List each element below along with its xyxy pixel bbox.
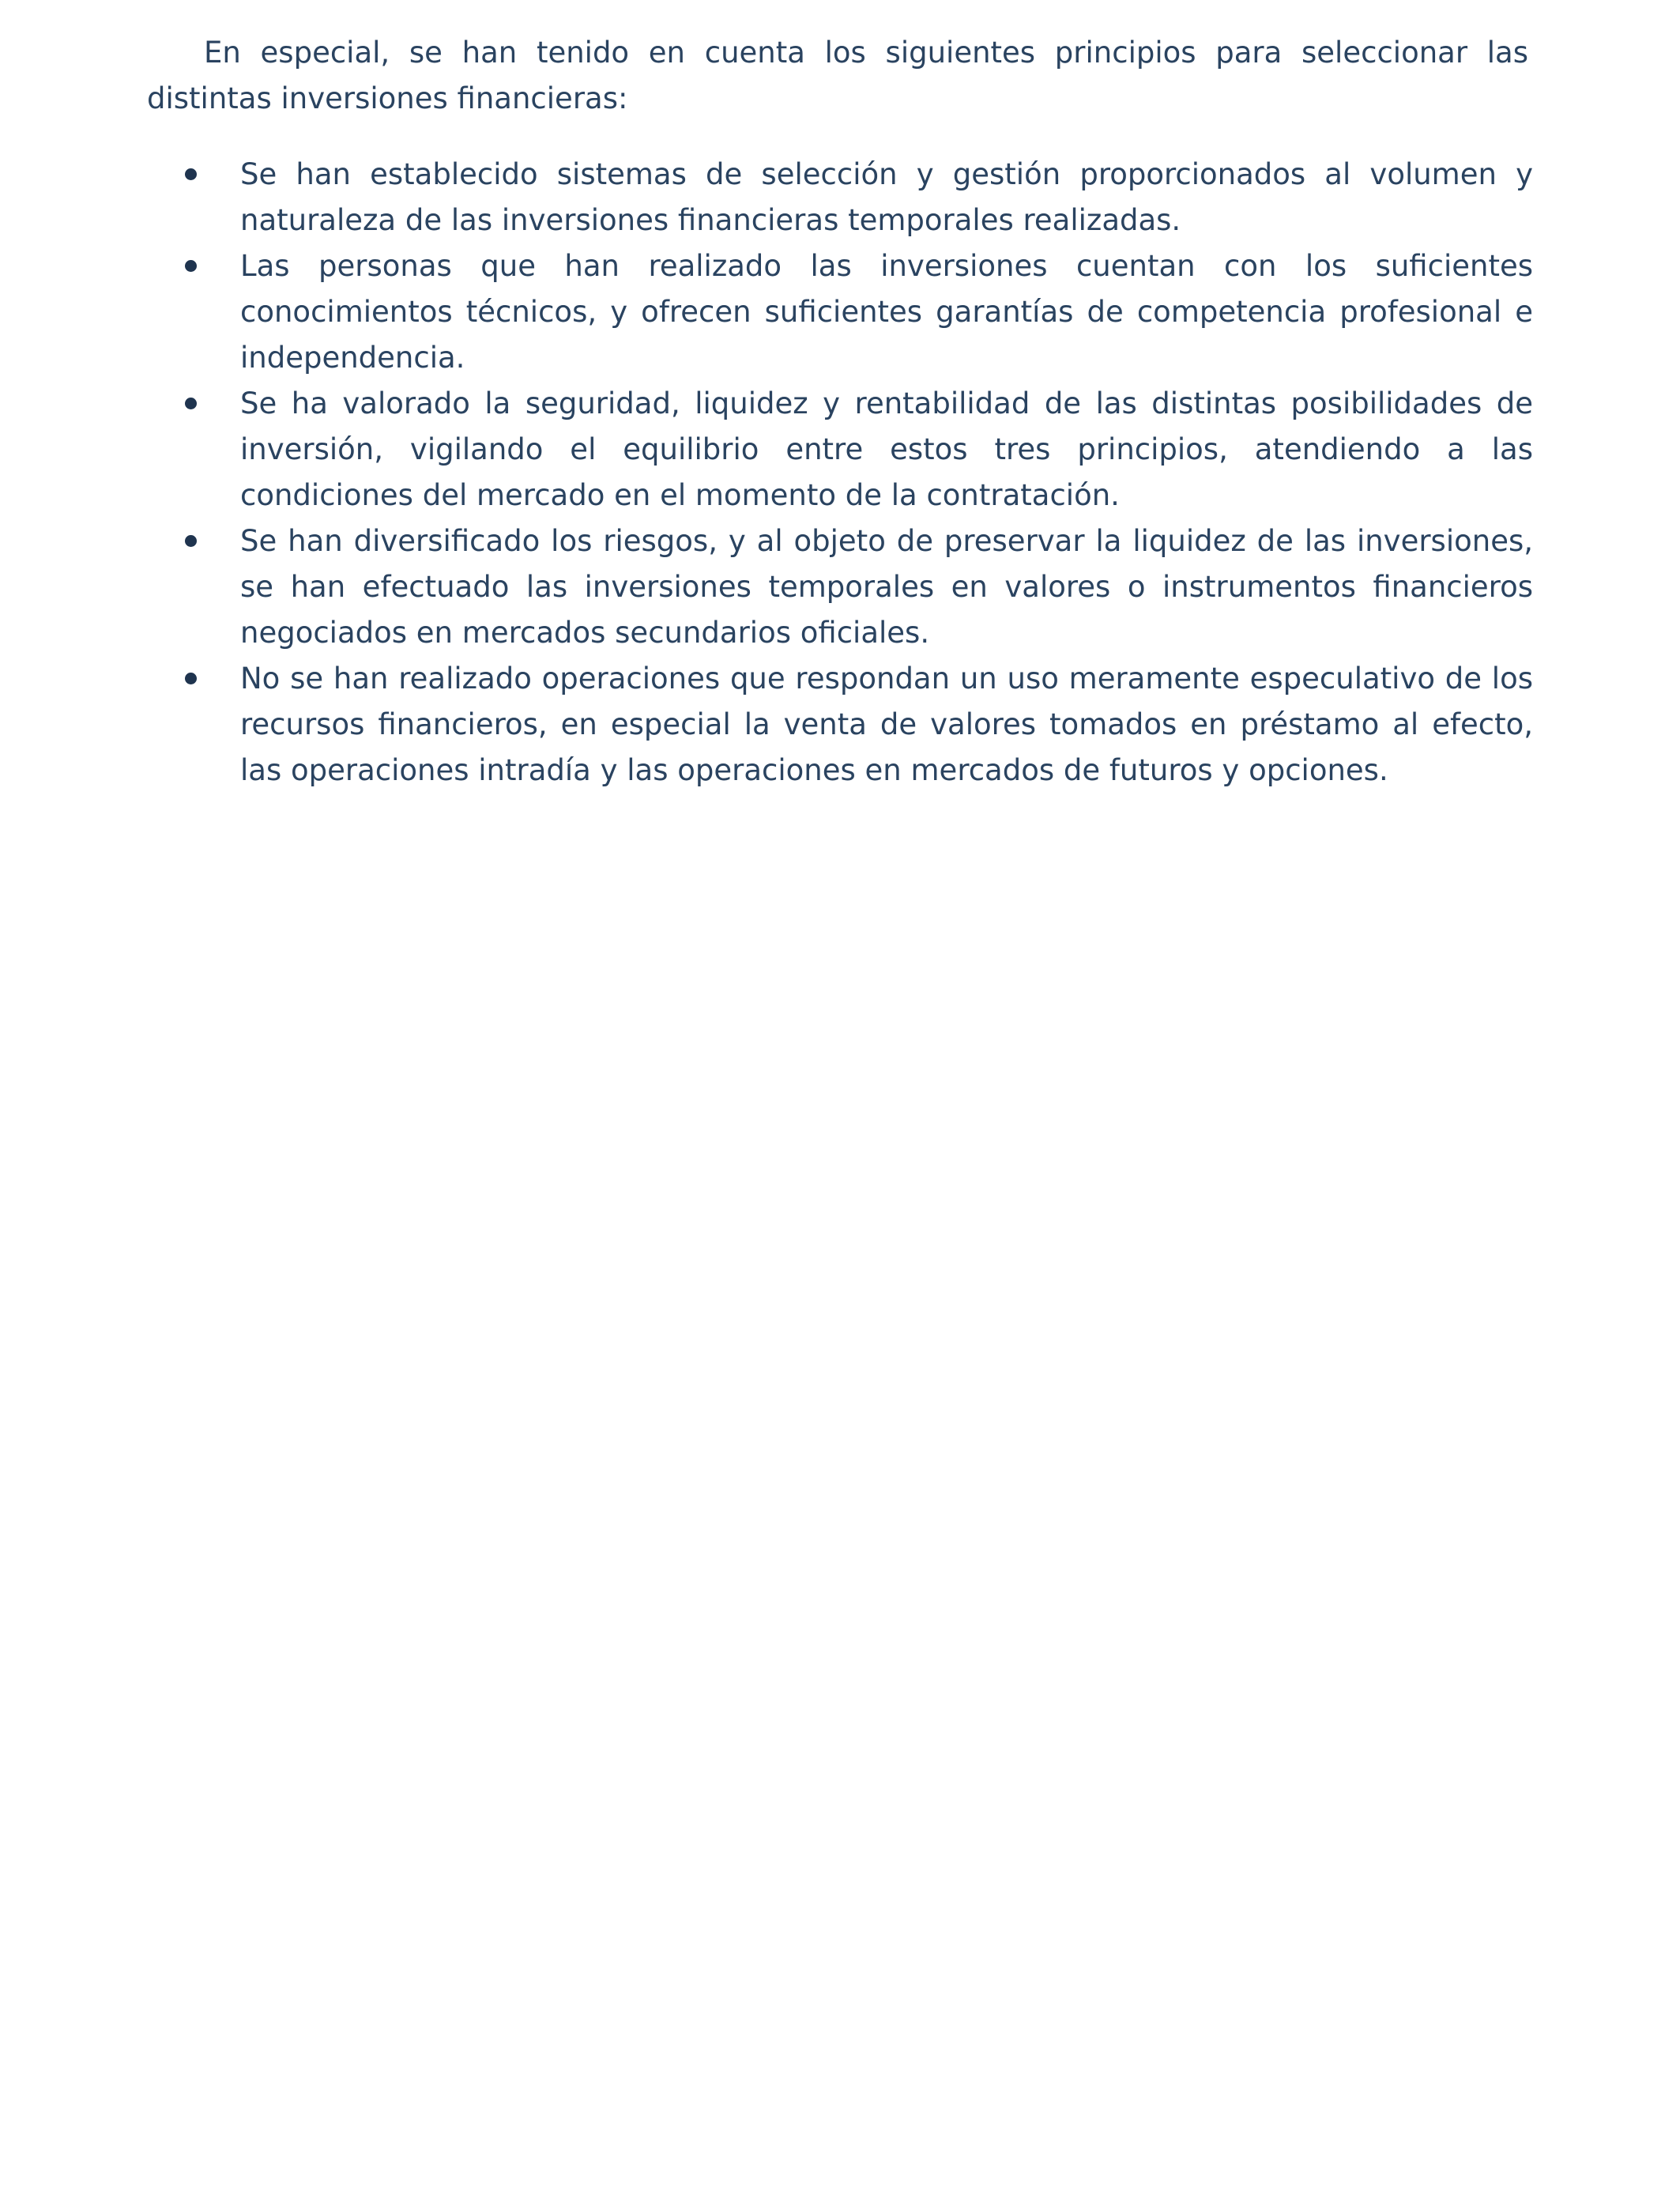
list-item — [147, 381, 1533, 518]
list-item-text: No se han realizado operaciones que respondan un uso meramente especulativo de los recursos financieros, en especial la venta de valores tomados en préstamo al efecto, las operaciones intradía y las operaciones en mercados de futuros y opciones. — [240, 662, 1533, 787]
list-item — [147, 152, 1533, 243]
list-item — [147, 518, 1533, 656]
bullet-icon — [185, 168, 197, 180]
bullet-icon — [185, 673, 197, 684]
intro-paragraph: En especial, se han tenido en cuenta los siguientes principios para seleccionar las distintas inversiones financieras: — [147, 36, 1528, 115]
list-item — [147, 243, 1533, 381]
bullet-icon — [185, 260, 197, 272]
list-item-text: Se han diversificado los riesgos, y al objeto de preservar la liquidez de las inversiones, se han efectuado las inversiones temporales en valores o instrumentos financieros negociados en mercados secundarios oficiales. — [240, 524, 1533, 650]
list-item-text: Las personas que han realizado las inversiones cuentan con los suficientes conocimientos técnicos, y ofrecen suficientes garantías de competencia profesional e independencia. — [240, 249, 1533, 375]
bullet-icon — [185, 398, 197, 409]
list-item-text: Se ha valorado la seguridad, liquidez y rentabilidad de las distintas posibilidades de inversión, vigilando el equilibrio entre estos tres principios, atendiendo a las condiciones del mercado en el momento de la contratación. — [240, 386, 1533, 512]
list-item-text: Se han establecido sistemas de selección y gestión proporcionados al volumen y naturaleza de las inversiones financieras temporales realizadas. — [240, 157, 1533, 237]
document-body — [147, 30, 1533, 794]
list-item — [147, 656, 1533, 794]
bullet-icon — [185, 535, 197, 547]
principles-list — [147, 152, 1533, 794]
